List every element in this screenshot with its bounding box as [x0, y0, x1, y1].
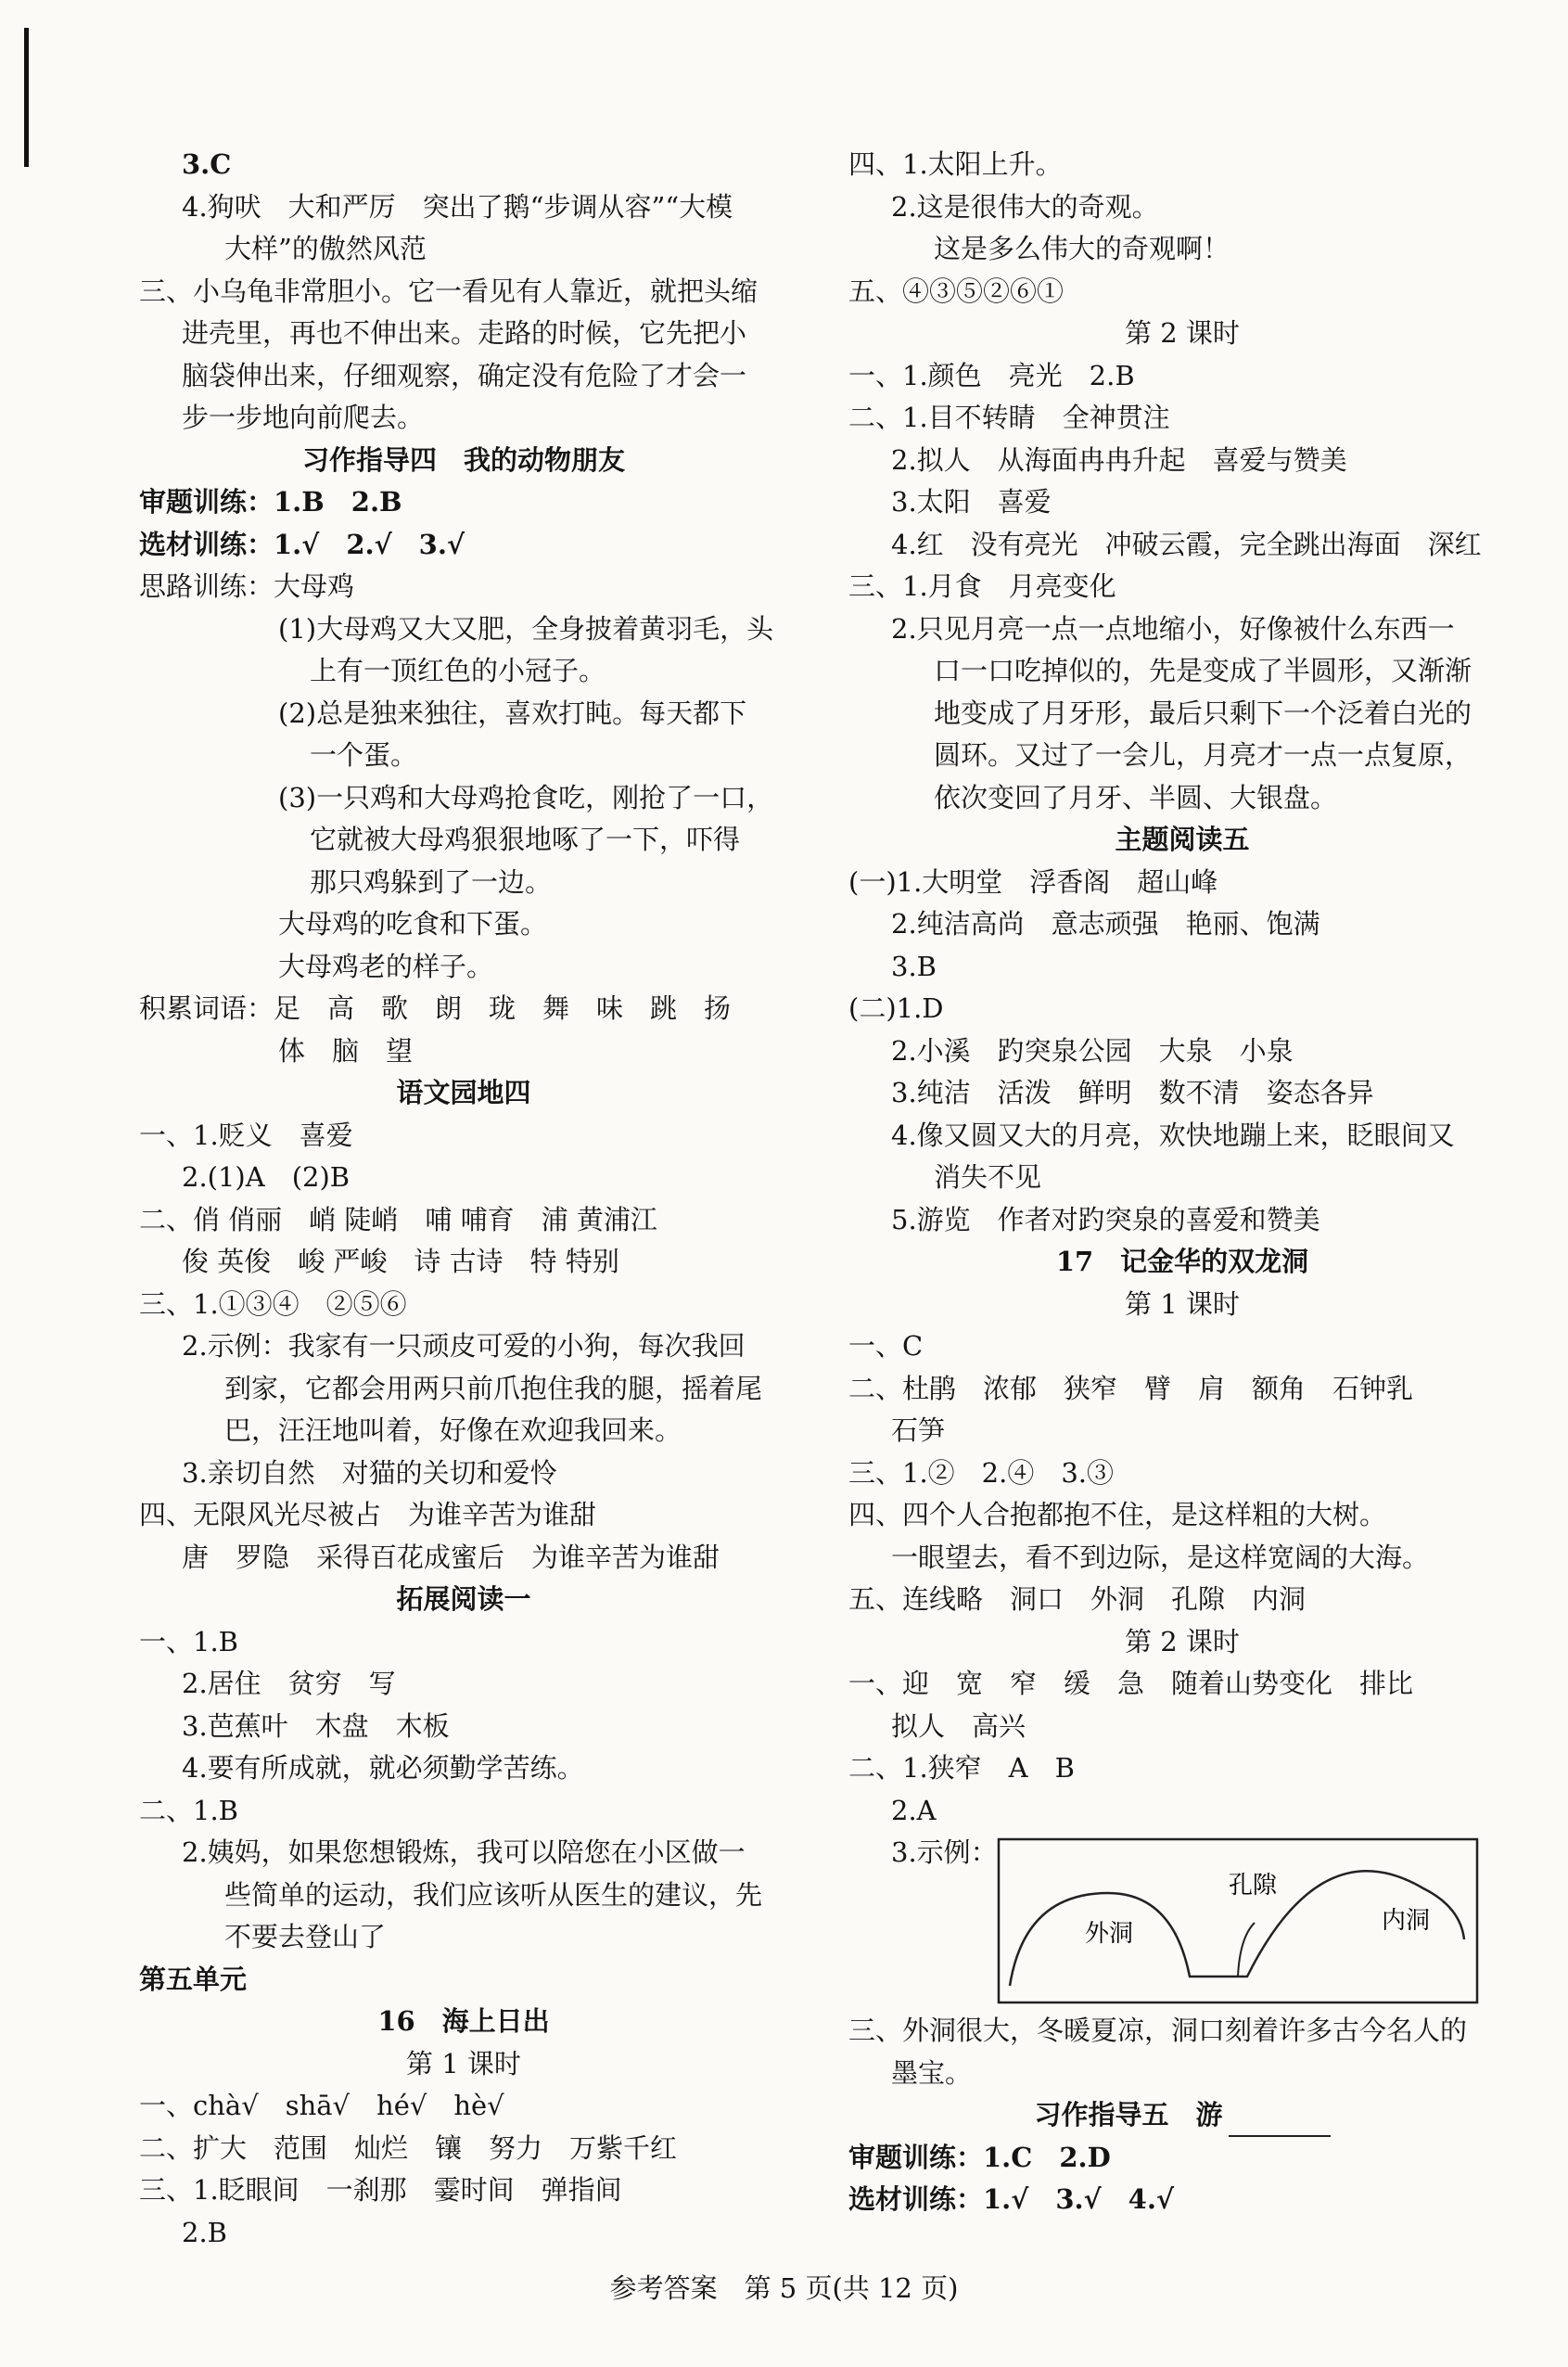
- answer-line: 四、四个人合抱都抱不住，是这样粗的大树。: [848, 1499, 1387, 1530]
- answer-line: 俊 英俊 峻 严峻 诗 古诗 特 特别: [182, 1246, 619, 1277]
- answer-line: (二)1.D: [848, 992, 944, 1024]
- answer-line: 唐 罗隐 采得百花成蜜后 为谁辛苦为谁甜: [182, 1541, 720, 1573]
- answer-line: 二、1.狭窄 A B: [848, 1752, 1075, 1784]
- page-footer: 参考答案 第 5 页(共 12 页): [609, 2272, 959, 2304]
- answer-line: 巴，汪汪地叫着，好像在欢迎我回来。: [224, 1414, 682, 1446]
- answer-line: 一、1.颜色 亮光 2.B: [848, 359, 1135, 391]
- answer-line: (3)一只鸡和大母鸡抢食吃，刚抢了一口，: [278, 781, 774, 813]
- answer-line: 审题训练：1.C 2.D: [848, 2141, 1111, 2173]
- answer-line: 选材训练：1.√ 2.√ 3.√: [139, 528, 465, 560]
- answer-line: 2.A: [891, 1794, 937, 1826]
- answer-line: 第五单元: [139, 1963, 248, 1995]
- answer-line: 三、小乌龟非常胆小。它一看见有人靠近，就把头缩: [139, 275, 759, 307]
- answer-line: 2.小溪 趵突泉公园 大泉 小泉: [891, 1034, 1294, 1067]
- answer-line: 上有一顶红色的小冠子。: [310, 655, 606, 686]
- answer-line: 3.亲切自然 对猫的关切和爱怜: [182, 1456, 557, 1489]
- answer-line: 四、无限风光尽被占 为谁辛苦为谁甜: [139, 1499, 597, 1530]
- answer-line: 主题阅读五: [1115, 824, 1250, 855]
- right-column-top: [848, 144, 1516, 1832]
- answer-line: 二、1.目不转睛 全神贯注: [848, 402, 1170, 433]
- answer-line: 2.姨妈，如果您想锻炼，我可以陪您在小区做一: [182, 1836, 746, 1868]
- inner-cave-label: 内洞: [1382, 1907, 1431, 1935]
- answer-line: 这是多么伟大的奇观啊！: [934, 233, 1230, 264]
- answer-line: 三、外洞很大，冬暖夏凉，洞口刻着许多古今名人的: [848, 2015, 1468, 2046]
- answer-line: 口一口吃掉似的，先是变成了半圆形，又渐渐: [934, 655, 1472, 686]
- answer-line: 不要去登山了: [224, 1921, 387, 1952]
- answer-line: 墨宝。: [891, 2056, 973, 2089]
- answer-line: 二、扩大 范围 灿烂 镶 努力 万紫千红: [139, 2131, 678, 2164]
- answer-line: 5.游览 作者对趵突泉的喜爱和赞美: [891, 1203, 1320, 1235]
- binding-line: [24, 28, 29, 167]
- fill-blank: [1229, 2107, 1331, 2137]
- answer-line: 一、C: [848, 1330, 924, 1362]
- answer-line: 2.(1)A (2)B: [182, 1161, 351, 1193]
- answer-line: 语文园地四: [396, 1077, 531, 1108]
- answer-line: 4.像又圆又大的月亮，欢快地蹦上来，眨眼间又: [891, 1119, 1455, 1151]
- answer-line: 消失不见: [934, 1161, 1042, 1193]
- answer-line: 拟人 高兴: [891, 1709, 1026, 1742]
- answer-line: 圆环。又过了一会儿，月亮才一点一点复原，: [934, 739, 1472, 771]
- answer-line: 些简单的运动，我们应该听从医生的建议，先: [224, 1878, 763, 1911]
- answer-line: 一、1.贬义 喜爱: [139, 1119, 353, 1151]
- answer-line: 第 1 课时: [1125, 1287, 1240, 1320]
- answer-line: 习作指导四 我的动物朋友: [301, 443, 625, 476]
- answer-line: 石笋: [891, 1414, 946, 1446]
- answer-line: 步一步地向前爬去。: [182, 402, 425, 433]
- answer-line: 二、1.B: [139, 1794, 238, 1826]
- answer-line: 体 脑 望: [278, 1034, 414, 1067]
- answer-line: 五、连线略 洞口 外洞 孔隙 内洞: [848, 1583, 1307, 1615]
- cave-example: [848, 1832, 1516, 2010]
- answer-line: 第 2 课时: [1125, 317, 1240, 349]
- answer-line: 一、1.B: [139, 1625, 238, 1657]
- answer-line: 拓展阅读一: [396, 1583, 531, 1615]
- answer-line: 四、1.太阳上升。: [848, 148, 1063, 180]
- right-column-bottom: [848, 2010, 1516, 2221]
- answer-line: 3.芭蕉叶 木盘 木板: [182, 1709, 450, 1742]
- cave-diagram: [997, 1837, 1479, 2004]
- answer-line: 2.纯洁高尚 意志顽强 艳丽、饱满: [891, 908, 1320, 940]
- answer-line: 2.示例：我家有一只顽皮可爱的小狗，每次我回: [182, 1330, 746, 1362]
- answer-line: 2.拟人 从海面冉冉升起 喜爱与赞美: [891, 443, 1347, 476]
- answer-line: (1)大母鸡又大又肥，全身披着黄羽毛，头: [278, 612, 774, 645]
- answer-line: 一、chà√ shā√ hé√ hè√: [139, 2090, 504, 2121]
- answer-line: 积累词语：足 高 歌 朗 珑 舞 味 跳 扬: [139, 992, 732, 1024]
- answer-line: 大母鸡老的样子。: [278, 950, 494, 982]
- answer-line: 3.纯洁 活泼 鲜明 数不清 姿态各异: [891, 1077, 1374, 1108]
- answer-line: 4.要有所成就，就必须勤学苦练。: [182, 1752, 584, 1784]
- answer-line: 习作指导五 游: [848, 2094, 1516, 2137]
- answer-line: 一眼望去，看不到边际，是这样宽阔的大海。: [891, 1541, 1430, 1573]
- answer-line: 到家，它都会用两只前爪抱住我的腿，摇着尾: [224, 1372, 763, 1404]
- answer-line: 3.B: [891, 950, 937, 982]
- answer-line: 一个蛋。: [310, 739, 418, 771]
- answer-line: 依次变回了月牙、半圆、大银盘。: [934, 781, 1338, 813]
- gap-label: 孔隙: [1229, 1872, 1278, 1900]
- answer-line: 脑袋伸出来，仔细观察，确定没有危险了才会一: [182, 359, 747, 391]
- answer-line: 思路训练：大母鸡: [139, 570, 355, 602]
- answer-line: 2.B: [182, 2216, 227, 2248]
- cave-example-label: 3.示例：: [891, 1836, 998, 1868]
- right-column: [848, 144, 1516, 2221]
- answer-line: 2.这是很伟大的奇观。: [891, 190, 1159, 223]
- answer-line: 3.C: [182, 148, 232, 180]
- answer-line: 第 2 课时: [1125, 1625, 1240, 1657]
- answer-line: 二、俏 俏丽 峭 陡峭 哺 哺育 浦 黄浦江: [139, 1203, 657, 1235]
- answer-line: 4.狗吠 大和严厉 突出了鹅“步调从容”“大模: [182, 190, 733, 223]
- answer-line: 三、1.①③④ ②⑤⑥: [139, 1287, 407, 1320]
- answer-line: 审题训练：1.B 2.B: [139, 486, 402, 518]
- answer-line: 大样”的傲然风范: [224, 233, 427, 264]
- answer-line: 17 记金华的双龙洞: [1055, 1246, 1309, 1277]
- answer-line: 第 1 课时: [406, 2047, 521, 2079]
- answer-line: 二、杜鹃 浓郁 狭窄 臂 肩 额角 石钟乳: [848, 1372, 1414, 1404]
- answer-line: 三、1.② 2.④ 3.③: [848, 1456, 1115, 1489]
- answer-line: (2)总是独来独往，喜欢打盹。每天都下: [278, 697, 747, 729]
- answer-line: 那只鸡躲到了一边。: [310, 865, 553, 898]
- left-column: [139, 144, 788, 2254]
- answer-line: 进壳里，再也不伸出来。走路的时候，它先把小: [182, 317, 747, 349]
- answer-line: 2.只见月亮一点一点地缩小，好像被什么东西一: [891, 612, 1455, 645]
- answer-line: 五、④③⑤②⑥①: [848, 275, 1064, 307]
- answer-line: 三、1.眨眼间 一刹那 霎时间 弹指间: [139, 2174, 622, 2206]
- answer-line: 16 海上日出: [377, 2005, 550, 2037]
- outer-cave-label: 外洞: [1085, 1920, 1134, 1948]
- answer-line: (一)1.大明堂 浮香阁 超山峰: [848, 865, 1218, 898]
- answer-line: 地变成了月牙形，最后只剩下一个泛着白光的: [934, 697, 1472, 729]
- answer-line: 大母鸡的吃食和下蛋。: [278, 908, 548, 940]
- answer-line: 它就被大母鸡狠狠地啄了一下，吓得: [310, 824, 741, 855]
- answer-line: 4.红 没有亮光 冲破云霞，完全跳出海面 深红: [891, 528, 1482, 560]
- answer-line: 三、1.月食 月亮变化: [848, 570, 1116, 602]
- answer-line: 2.居住 贫穷 写: [182, 1668, 396, 1699]
- answer-line: 选材训练：1.√ 3.√ 4.√: [848, 2183, 1175, 2215]
- answer-line: 3.太阳 喜爱: [891, 486, 1052, 518]
- answer-line: 一、迎 宽 窄 缓 急 随着山势变化 排比: [848, 1668, 1414, 1699]
